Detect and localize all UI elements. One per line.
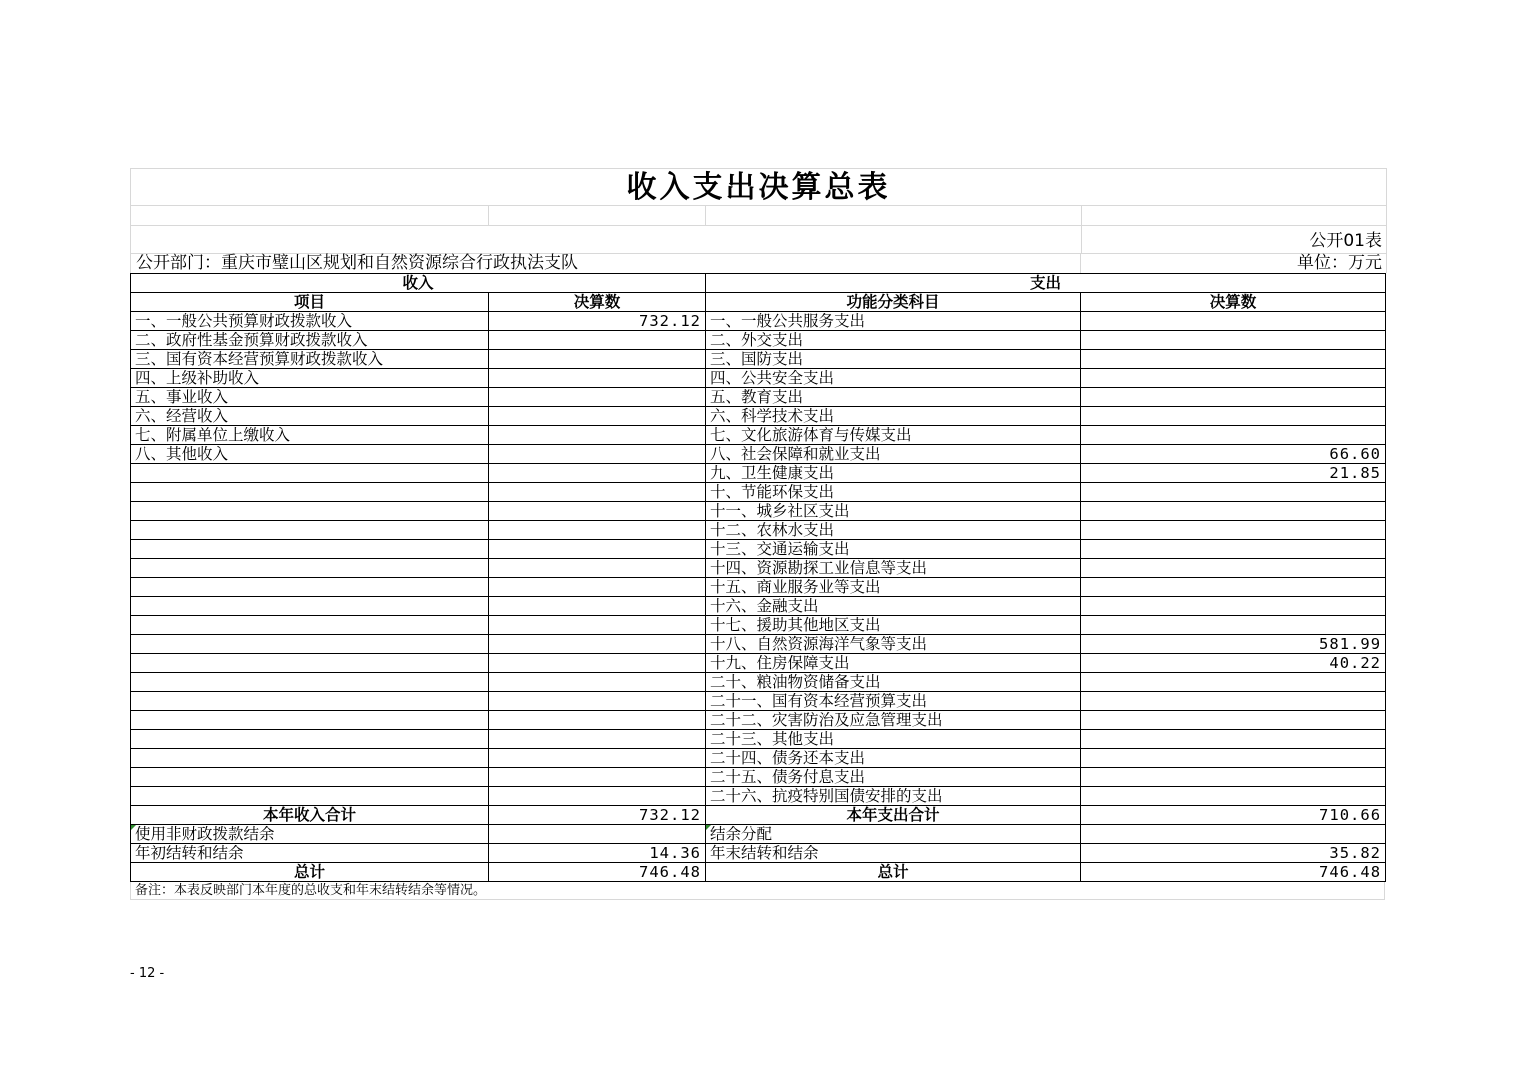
expense-item: 七、文化旅游体育与传媒支出	[706, 426, 1081, 445]
table-row	[131, 502, 1386, 521]
expense-amount	[1081, 502, 1386, 521]
income-item	[131, 578, 489, 597]
table-row	[131, 749, 1386, 768]
page-number: - 12 -	[130, 966, 165, 981]
income-item	[131, 711, 489, 730]
income-amount	[489, 768, 706, 787]
income-total-value: 732.12	[489, 806, 706, 825]
expense-amount	[1081, 521, 1386, 540]
table-row	[131, 711, 1386, 730]
income-item	[131, 540, 489, 559]
table-row	[131, 350, 1386, 369]
income-item	[131, 616, 489, 635]
expense-amount	[1081, 369, 1386, 388]
col-header-func: 功能分类科目	[706, 293, 1081, 312]
expense-amount: 66.60	[1081, 445, 1386, 464]
table-note: 备注：本表反映部门本年度的总收支和年末结转结余等情况。	[130, 882, 1385, 900]
page-title: 收入支出决算总表	[131, 169, 1386, 206]
expense-item: 二十一、国有资本经营预算支出	[706, 692, 1081, 711]
begin-carryover-label: 年初结转和结余	[131, 844, 489, 863]
expense-amount	[1081, 597, 1386, 616]
income-item	[131, 521, 489, 540]
expense-amount	[1081, 540, 1386, 559]
col-header-amount: 决算数	[489, 293, 706, 312]
expense-item: 十一、城乡社区支出	[706, 502, 1081, 521]
income-amount	[489, 369, 706, 388]
expense-item: 十二、农林水支出	[706, 521, 1081, 540]
expense-amount	[1081, 787, 1386, 806]
income-amount	[489, 749, 706, 768]
income-amount	[489, 787, 706, 806]
table-row	[131, 692, 1386, 711]
income-amount	[489, 483, 706, 502]
table-row	[131, 407, 1386, 426]
grand-total-row	[131, 863, 1386, 882]
table-row	[131, 540, 1386, 559]
income-amount	[489, 464, 706, 483]
income-item	[131, 635, 489, 654]
income-item	[131, 730, 489, 749]
expense-item: 六、科学技术支出	[706, 407, 1081, 426]
expense-item: 二十三、其他支出	[706, 730, 1081, 749]
expense-amount	[1081, 426, 1386, 445]
table-row	[131, 445, 1386, 464]
column-header-row	[131, 293, 1386, 312]
income-amount	[489, 635, 706, 654]
income-item	[131, 654, 489, 673]
expense-item: 十四、资源勘探工业信息等支出	[706, 559, 1081, 578]
col-header-item: 项目	[131, 293, 489, 312]
income-amount	[489, 654, 706, 673]
income-amount	[489, 388, 706, 407]
income-amount	[489, 616, 706, 635]
table-row	[131, 369, 1386, 388]
expense-item: 八、社会保障和就业支出	[706, 445, 1081, 464]
income-item	[131, 768, 489, 787]
grand-total-value-left: 746.48	[489, 863, 706, 882]
expense-item: 二十五、债务付息支出	[706, 768, 1081, 787]
table-row	[131, 768, 1386, 787]
table-row	[131, 464, 1386, 483]
expense-amount	[1081, 407, 1386, 426]
budget-table	[130, 273, 1386, 882]
expense-amount	[1081, 692, 1386, 711]
income-total-label: 本年收入合计	[131, 806, 489, 825]
income-amount	[489, 407, 706, 426]
col-header-amount2: 决算数	[1081, 293, 1386, 312]
nonfiscal-row	[131, 825, 1386, 844]
expense-amount	[1081, 711, 1386, 730]
expense-amount	[1081, 350, 1386, 369]
sheet-header	[130, 168, 1387, 273]
income-item	[131, 597, 489, 616]
expense-item: 十三、交通运输支出	[706, 540, 1081, 559]
income-amount	[489, 711, 706, 730]
expense-total-value: 710.66	[1081, 806, 1386, 825]
income-item: 一、一般公共预算财政拨款收入	[131, 312, 489, 331]
income-item: 二、政府性基金预算财政拨款收入	[131, 331, 489, 350]
table-row	[131, 616, 1386, 635]
expense-total-label: 本年支出合计	[706, 806, 1081, 825]
expense-item: 二十六、抗疫特别国债安排的支出	[706, 787, 1081, 806]
income-amount	[489, 331, 706, 350]
income-amount	[489, 578, 706, 597]
table-row	[131, 312, 1386, 331]
end-carryover-label: 年末结转和结余	[706, 844, 1081, 863]
section-header-row	[131, 274, 1386, 293]
expense-amount	[1081, 673, 1386, 692]
expense-item: 五、教育支出	[706, 388, 1081, 407]
income-amount	[489, 426, 706, 445]
grand-total-value-right: 746.48	[1081, 863, 1386, 882]
income-item	[131, 559, 489, 578]
nonfiscal-value	[489, 825, 706, 844]
expense-amount	[1081, 578, 1386, 597]
surplus-alloc-label: 结余分配	[706, 825, 1081, 844]
income-amount	[489, 445, 706, 464]
expense-amount	[1081, 483, 1386, 502]
table-row	[131, 635, 1386, 654]
expense-item: 二十、粮油物资储备支出	[706, 673, 1081, 692]
expense-item: 十七、援助其他地区支出	[706, 616, 1081, 635]
expense-item: 十六、金融支出	[706, 597, 1081, 616]
income-item	[131, 749, 489, 768]
expense-amount	[1081, 312, 1386, 331]
income-item: 五、事业收入	[131, 388, 489, 407]
expense-section-header: 支出	[706, 274, 1386, 293]
expense-item: 十、节能环保支出	[706, 483, 1081, 502]
expense-amount	[1081, 559, 1386, 578]
income-item	[131, 502, 489, 521]
income-amount	[489, 350, 706, 369]
expense-amount	[1081, 388, 1386, 407]
table-row	[131, 426, 1386, 445]
department-row	[131, 254, 1386, 273]
income-item: 六、经营收入	[131, 407, 489, 426]
expense-item: 二十二、灾害防治及应急管理支出	[706, 711, 1081, 730]
department-label: 公开部门：重庆市璧山区规划和自然资源综合行政执法支队	[131, 254, 1081, 273]
expense-item: 九、卫生健康支出	[706, 464, 1081, 483]
expense-amount	[1081, 768, 1386, 787]
income-item	[131, 692, 489, 711]
income-amount	[489, 540, 706, 559]
table-row	[131, 521, 1386, 540]
expense-item: 三、国防支出	[706, 350, 1081, 369]
form-number-row	[131, 226, 1386, 254]
income-item: 八、其他收入	[131, 445, 489, 464]
form-number: 公开01表	[1309, 231, 1382, 251]
income-item: 四、上级补助收入	[131, 369, 489, 388]
grand-total-label-right: 总计	[706, 863, 1081, 882]
expense-amount	[1081, 616, 1386, 635]
table-row	[131, 483, 1386, 502]
table-row	[131, 331, 1386, 350]
expense-amount	[1081, 730, 1386, 749]
year-total-row	[131, 806, 1386, 825]
report-sheet	[130, 168, 1385, 900]
expense-amount: 21.85	[1081, 464, 1386, 483]
income-item	[131, 483, 489, 502]
expense-amount: 40.22	[1081, 654, 1386, 673]
income-amount	[489, 521, 706, 540]
grand-total-label-left: 总计	[131, 863, 489, 882]
table-row	[131, 597, 1386, 616]
expense-amount	[1081, 749, 1386, 768]
income-item	[131, 787, 489, 806]
expense-item: 一、一般公共服务支出	[706, 312, 1081, 331]
carryover-row	[131, 844, 1386, 863]
expense-item: 十八、自然资源海洋气象等支出	[706, 635, 1081, 654]
expense-amount: 581.99	[1081, 635, 1386, 654]
income-amount	[489, 673, 706, 692]
blank-row	[131, 206, 1386, 226]
summary-body	[131, 806, 1386, 882]
unit-label: 单位：万元	[1297, 253, 1382, 273]
expense-item: 二、外交支出	[706, 331, 1081, 350]
expense-item: 二十四、债务还本支出	[706, 749, 1081, 768]
surplus-alloc-value	[1081, 825, 1386, 844]
expense-amount	[1081, 331, 1386, 350]
income-item: 三、国有资本经营预算财政拨款收入	[131, 350, 489, 369]
income-amount: 732.12	[489, 312, 706, 331]
table-body	[131, 274, 1386, 806]
income-item	[131, 464, 489, 483]
expense-item: 十五、商业服务业等支出	[706, 578, 1081, 597]
table-row	[131, 673, 1386, 692]
table-row	[131, 559, 1386, 578]
expense-item: 四、公共安全支出	[706, 369, 1081, 388]
table-row	[131, 730, 1386, 749]
end-carryover-value: 35.82	[1081, 844, 1386, 863]
table-row	[131, 388, 1386, 407]
income-amount	[489, 559, 706, 578]
income-amount	[489, 692, 706, 711]
income-amount	[489, 597, 706, 616]
income-item: 七、附属单位上缴收入	[131, 426, 489, 445]
income-amount	[489, 502, 706, 521]
table-row	[131, 654, 1386, 673]
income-amount	[489, 730, 706, 749]
table-row	[131, 787, 1386, 806]
expense-item: 十九、住房保障支出	[706, 654, 1081, 673]
begin-carryover-value: 14.36	[489, 844, 706, 863]
income-item	[131, 673, 489, 692]
income-section-header: 收入	[131, 274, 706, 293]
nonfiscal-label: 使用非财政拨款结余	[131, 825, 489, 844]
table-row	[131, 578, 1386, 597]
